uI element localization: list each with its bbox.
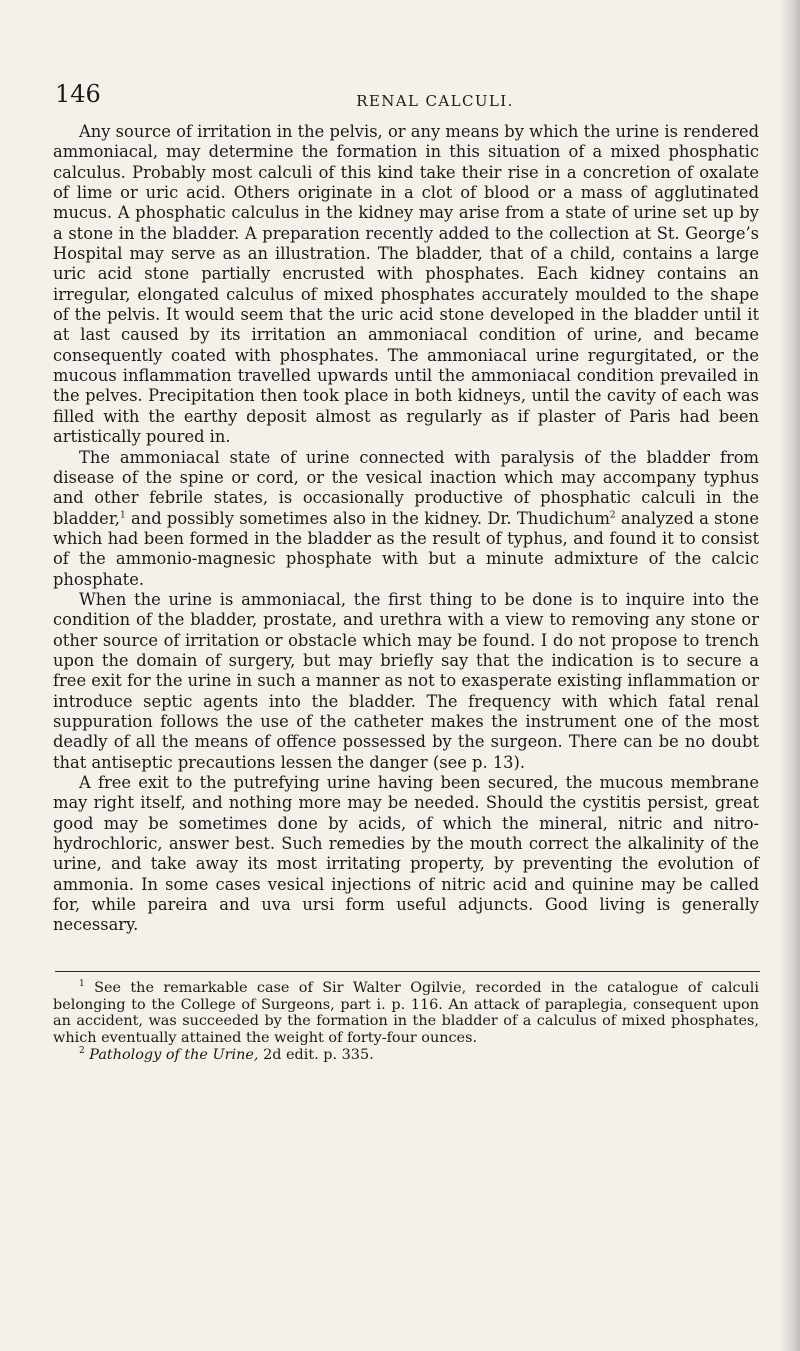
- page-edge-shadow: [778, 0, 800, 1351]
- footnote-2-mark: 2: [79, 1046, 85, 1057]
- footnotes: [53, 980, 759, 1064]
- paragraph-2-part-c: analyzed a stone which had been formed in the bladder as the result of typhus, and found it to consist of the ammonio-magnesic phosphate with but a minute admixture of the calcic phosphate.: [53, 508, 759, 589]
- paragraph-2: [53, 448, 759, 590]
- footnote-1-mark: 1: [79, 979, 85, 990]
- body-text: [53, 122, 759, 936]
- footnote-2: [53, 1047, 759, 1064]
- footnote-ref-1[interactable]: 1: [119, 510, 126, 521]
- footnote-1-text: See the remarkable case of Sir Walter Ogilvie, recorded in the catalogue of calculi belonging to the College of Surgeons, part i. p. 116. An attack of paraplegia, consequent upon an accident, was succeeded by the formation in the bladder of a calculus of mixed phosphates, which eventually attained the weight of forty-four ounces.: [53, 980, 759, 1047]
- paragraph-4: A free exit to the putrefying urine having been secured, the mucous membrane may right itself, and nothing more may be needed. Should the cystitis persist, great good may be sometimes done by acids, of which the mineral, nitric and nitro-hydrochloric, answer best. Such remedies by the mouth correct the alkalinity of the urine, and take away its most irritating property, by preventing the evolution of ammonia. In some cases vesical injections of nitric acid and quinine may be called for, while pareira and uva ursi form useful adjuncts. Good living is generally necessary.: [53, 773, 759, 935]
- paragraph-1: Any source of irritation in the pelvis, or any means by which the urine is rendered ammoniacal, may determine the formation in this situation of a mixed phosphatic calculus. Probably most calculi of this kind take their rise in a concretion of oxalate of lime or uric acid. Others originate in a clot of blood or a mass of agglutinated mucus. A phosphatic calculus in the kidney may arise from a state of urine set up by a stone in the bladder. A preparation recently added to the collection at St. George’s Hospital may serve as an illustration. The bladder, that of a child, contains a large uric acid stone partially encrusted with phosphates. Each kidney contains an irregular, elongated calculus of mixed phosphates accurately moulded to the shape of the pelvis. It would seem that the uric acid stone developed in the bladder until it at last caused by its irritation an ammoniacal condition of urine, and became consequently coated with phosphates. The ammoniacal urine regurgitated, or the mucous inflammation travelled upwards until the ammoniacal condition prevailed in the pelves. Precipitation then took place in both kidneys, until the cavity of each was filled with the earthy deposit almost as regularly as if plaster of Paris had been artistically poured in.: [53, 122, 759, 447]
- paragraph-2-part-b: and possibly sometimes also in the kidney. Dr. Thudichum: [125, 508, 610, 528]
- page-number: 146: [55, 80, 101, 108]
- footnote-2-title: Pathology of the Urine,: [84, 1046, 259, 1063]
- running-head: RENAL CALCULI.: [356, 92, 514, 110]
- footnote-ref-2[interactable]: 2: [609, 510, 616, 521]
- footnote-2-text: 2d edit. p. 335.: [258, 1046, 374, 1063]
- footnote-1: [53, 980, 759, 1047]
- paragraph-3: When the urine is ammoniacal, the first thing to be done is to inquire into the condition of the bladder, prostate, and urethra with a view to removing any stone or other source of irritation or obstacle which may be found. I do not propose to trench upon the domain of surgery, but may briefly say that the indication is to secure a free exit for the urine in such a manner as not to exasperate existing inflammation or introduce septic agents into the bladder. The frequency with which fatal renal suppuration follows the use of the catheter makes the instrument one of the most deadly of all the means of offence possessed by the surgeon. There can be no doubt that antiseptic precautions lessen the danger (see p. 13).: [53, 589, 759, 772]
- paragraph-2-part-a: The ammoniacal state of urine connected with paralysis of the bladder from disease of the spine or cord, or the vesical inaction which may accompany typhus and other febrile states, is occasionally productive of phosphatic calculi in the bladder,: [53, 447, 759, 528]
- footnote-divider: [55, 971, 760, 972]
